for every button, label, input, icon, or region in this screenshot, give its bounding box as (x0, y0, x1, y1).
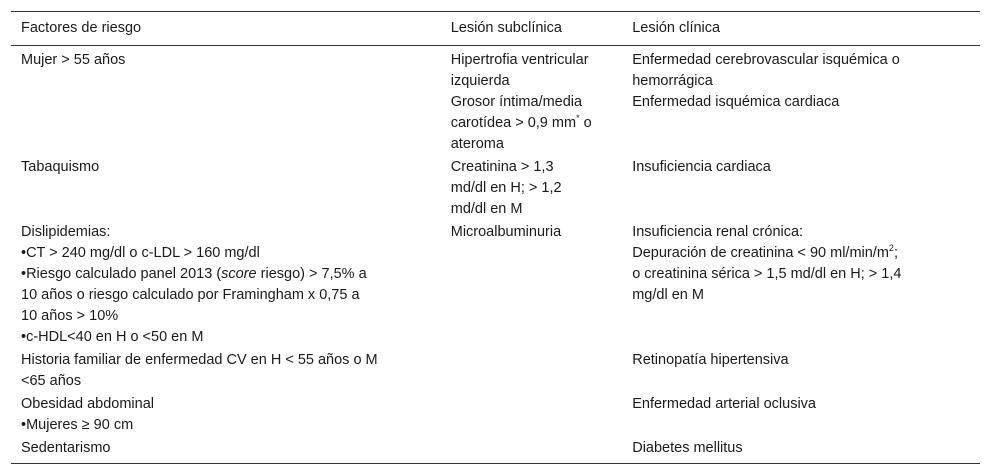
cell-line: mg/dl en M (632, 287, 704, 303)
cell-line: hemorrágica (632, 73, 713, 89)
clinical-cell (622, 221, 980, 349)
cell-line (21, 264, 431, 285)
clinical-cell (622, 437, 980, 464)
clinical-cell (622, 393, 980, 437)
subclinical-cell (441, 437, 622, 464)
table-row (11, 221, 980, 349)
risk-factor-cell (11, 221, 441, 349)
cell-line: Diabetes mellitus (632, 440, 743, 456)
cell-line: izquierda (450, 73, 510, 89)
cell-text: •Riesgo calculado panel 2013 ( (21, 266, 222, 282)
cell-text-italic: score (221, 266, 257, 282)
risk-factors-table (11, 11, 980, 464)
cell-line: <65 años (21, 373, 82, 389)
table-row (11, 46, 980, 157)
cell-line: ateroma (450, 136, 504, 152)
cell-text: Depuración de creatinina < 90 ml/min/m (632, 245, 889, 261)
cell-line: 10 años o riesgo calculado por Framingham x 0,75 a (21, 287, 360, 303)
risk-factor-cell (11, 349, 441, 393)
table-row (11, 156, 980, 221)
cell-line: Creatinina > 1,3 (450, 159, 554, 175)
subclinical-cell (441, 393, 622, 437)
cell-line: •Mujeres ≥ 90 cm (21, 417, 134, 433)
cell-line: Insuficiencia renal crónica: (632, 224, 804, 240)
header-row (11, 12, 980, 46)
cell-line: Mujer > 55 años (21, 52, 126, 68)
cell-line: Hipertrofia ventricular (450, 52, 589, 68)
header-clinical-lesion: Lesión clínica (622, 12, 980, 46)
cell-line: Insuficiencia cardiaca (632, 159, 771, 175)
subclinical-cell (441, 349, 622, 393)
cell-text: ; (893, 245, 898, 261)
risk-factor-cell (11, 46, 441, 157)
cell-line: Obesidad abdominal (21, 396, 155, 412)
cell-line: Retinopatía hipertensiva (632, 352, 789, 368)
risk-factor-cell (11, 156, 441, 221)
cell-line: •CT > 240 mg/dl o c-LDL > 160 mg/dl (21, 245, 260, 261)
cell-line: Grosor íntima/media (450, 94, 583, 110)
cell-text: o (579, 115, 592, 131)
cell-line: md/dl en H; > 1,2 (450, 180, 562, 196)
cell-line (451, 113, 612, 134)
table-row (11, 437, 980, 464)
cell-line: Enfermedad isquémica cardiaca (632, 94, 840, 110)
subclinical-cell (441, 221, 622, 349)
cell-line (632, 243, 970, 264)
clinical-cell (622, 156, 980, 221)
cell-line: Enfermedad arterial oclusiva (632, 396, 816, 412)
cell-text: carotídea > 0,9 mm (450, 115, 577, 131)
table-row (11, 349, 980, 393)
cell-line: md/dl en M (450, 201, 523, 217)
cell-line: Enfermedad cerebrovascular isquémica o (632, 52, 900, 68)
table-row (11, 393, 980, 437)
superscript: 2 (888, 243, 894, 254)
cell-line: 10 años > 10% (21, 308, 119, 324)
cell-text: riesgo) > 7,5% a (256, 266, 367, 282)
header-risk-factors: Factores de riesgo (11, 12, 441, 46)
cell-line: Tabaquismo (21, 159, 100, 175)
cell-line: Microalbuminuria (450, 224, 562, 240)
cell-line: o creatinina sérica > 1,5 md/dl en H; > 1,4 (632, 266, 902, 282)
subclinical-cell (441, 156, 622, 221)
footnote-mark: * (576, 113, 580, 124)
cell-line: Sedentarismo (21, 440, 111, 456)
subclinical-cell (441, 46, 622, 157)
risk-factor-cell (11, 437, 441, 464)
risk-factor-cell (11, 393, 441, 437)
cell-line: •c-HDL<40 en H o <50 en M (21, 329, 204, 345)
header-subclinical-lesion: Lesión subclínica (441, 12, 622, 46)
cell-line: Historia familiar de enfermedad CV en H < 55 años o M (21, 352, 378, 368)
cell-line: Dislipidemias: (21, 224, 111, 240)
clinical-cell (622, 46, 980, 157)
clinical-cell (622, 349, 980, 393)
